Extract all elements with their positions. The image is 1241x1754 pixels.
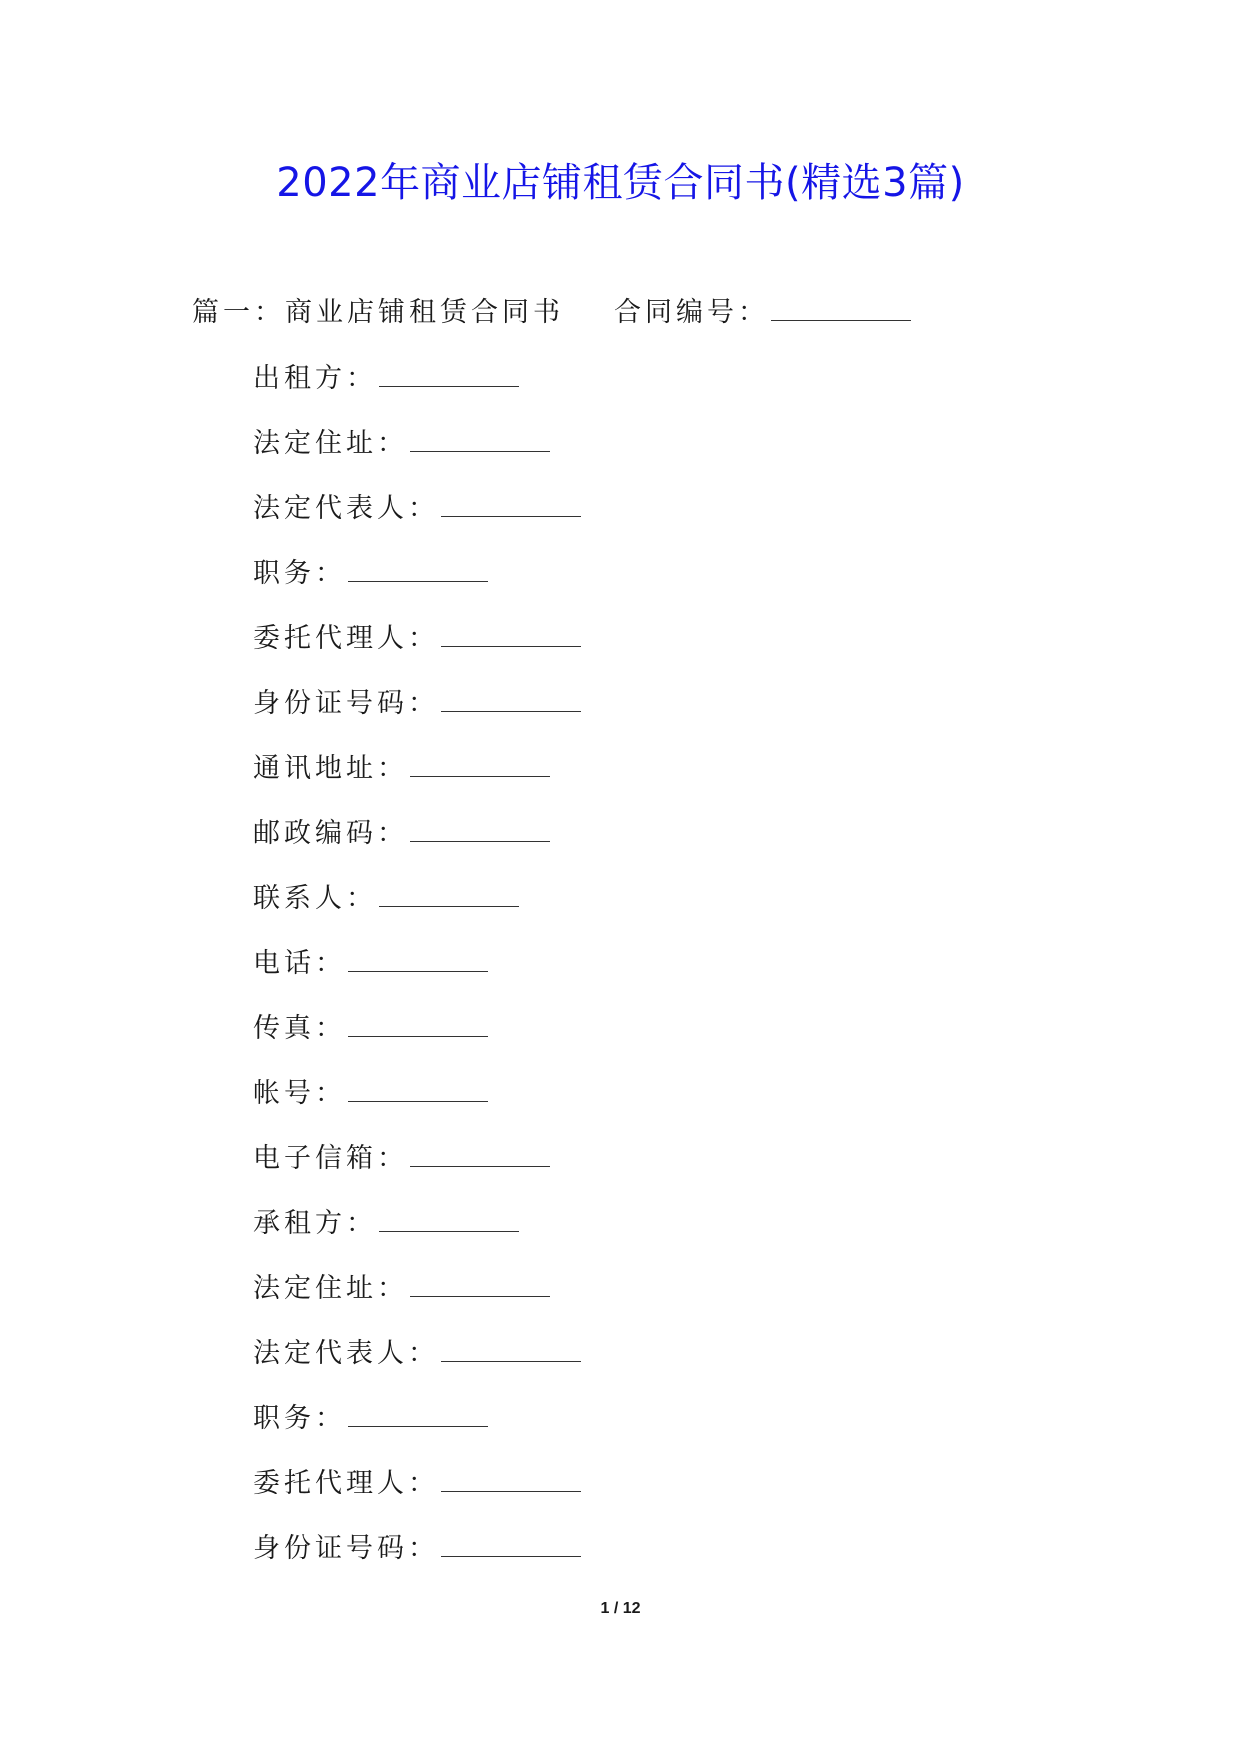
- field-blank: [410, 1270, 550, 1297]
- field-blank: [379, 880, 519, 907]
- field-label: 法定住址：: [253, 428, 408, 459]
- field-lessor-id-number: [253, 684, 581, 749]
- field-label: 邮政编码：: [253, 818, 408, 849]
- page-number: 1 / 12: [600, 1600, 641, 1617]
- field-label: 委托代理人：: [253, 623, 439, 654]
- document-title: 2022年商业店铺租赁合同书(精选3篇): [276, 160, 965, 206]
- field-blank: [441, 1335, 581, 1362]
- field-label: 职务：: [253, 1403, 346, 1434]
- field-lessee-address: [253, 1269, 581, 1334]
- field-lessee-agent: [253, 1464, 581, 1529]
- field-blank: [410, 815, 550, 842]
- field-lessor-position: [253, 554, 581, 619]
- field-label: 法定住址：: [253, 1273, 408, 1304]
- field-lessor-phone: [253, 944, 581, 1009]
- field-blank: [410, 1140, 550, 1167]
- field-label: 传真：: [253, 1013, 346, 1044]
- field-lessee-position: [253, 1399, 581, 1464]
- field-label: 通讯地址：: [253, 753, 408, 784]
- field-blank: [348, 1400, 488, 1427]
- field-lessee-representative: [253, 1334, 581, 1399]
- field-blank: [379, 1205, 519, 1232]
- field-label: 法定代表人：: [253, 1338, 439, 1369]
- contract-number-blank: [771, 294, 911, 321]
- field-blank: [441, 620, 581, 647]
- field-blank: [348, 945, 488, 972]
- field-blank: [348, 1075, 488, 1102]
- field-blank: [410, 750, 550, 777]
- field-lessor-contact: [253, 879, 581, 944]
- field-lessor-agent: [253, 619, 581, 684]
- field-lessor-mailing-address: [253, 749, 581, 814]
- field-label: 电话：: [253, 948, 346, 979]
- field-lessee: [253, 1204, 581, 1269]
- field-blank: [441, 1530, 581, 1557]
- field-lessor-fax: [253, 1009, 581, 1074]
- field-lessor-representative: [253, 489, 581, 554]
- field-blank: [410, 425, 550, 452]
- field-lessor-account: [253, 1074, 581, 1139]
- field-lessor-email: [253, 1139, 581, 1204]
- field-label: 身份证号码：: [253, 688, 439, 719]
- field-blank: [348, 1010, 488, 1037]
- party-fields-list: [253, 359, 581, 1594]
- contract-number-label: 合同编号：: [614, 297, 769, 328]
- field-lessor: [253, 359, 581, 424]
- field-lessor-address: [253, 424, 581, 489]
- field-label: 职务：: [253, 558, 346, 589]
- field-label: 电子信箱：: [253, 1143, 408, 1174]
- field-blank: [441, 685, 581, 712]
- section-header: [192, 293, 911, 333]
- field-blank: [441, 490, 581, 517]
- field-label: 身份证号码：: [253, 1533, 439, 1564]
- field-label: 法定代表人：: [253, 493, 439, 524]
- field-label: 出租方：: [253, 363, 377, 394]
- field-label: 承租方：: [253, 1208, 377, 1239]
- field-blank: [348, 555, 488, 582]
- field-lessee-id-number: [253, 1529, 581, 1594]
- section-label: 篇一：商业店铺租赁合同书: [192, 297, 564, 328]
- field-blank: [441, 1465, 581, 1492]
- field-label: 帐号：: [253, 1078, 346, 1109]
- field-blank: [379, 360, 519, 387]
- field-lessor-postal-code: [253, 814, 581, 879]
- field-label: 联系人：: [253, 883, 377, 914]
- field-label: 委托代理人：: [253, 1468, 439, 1499]
